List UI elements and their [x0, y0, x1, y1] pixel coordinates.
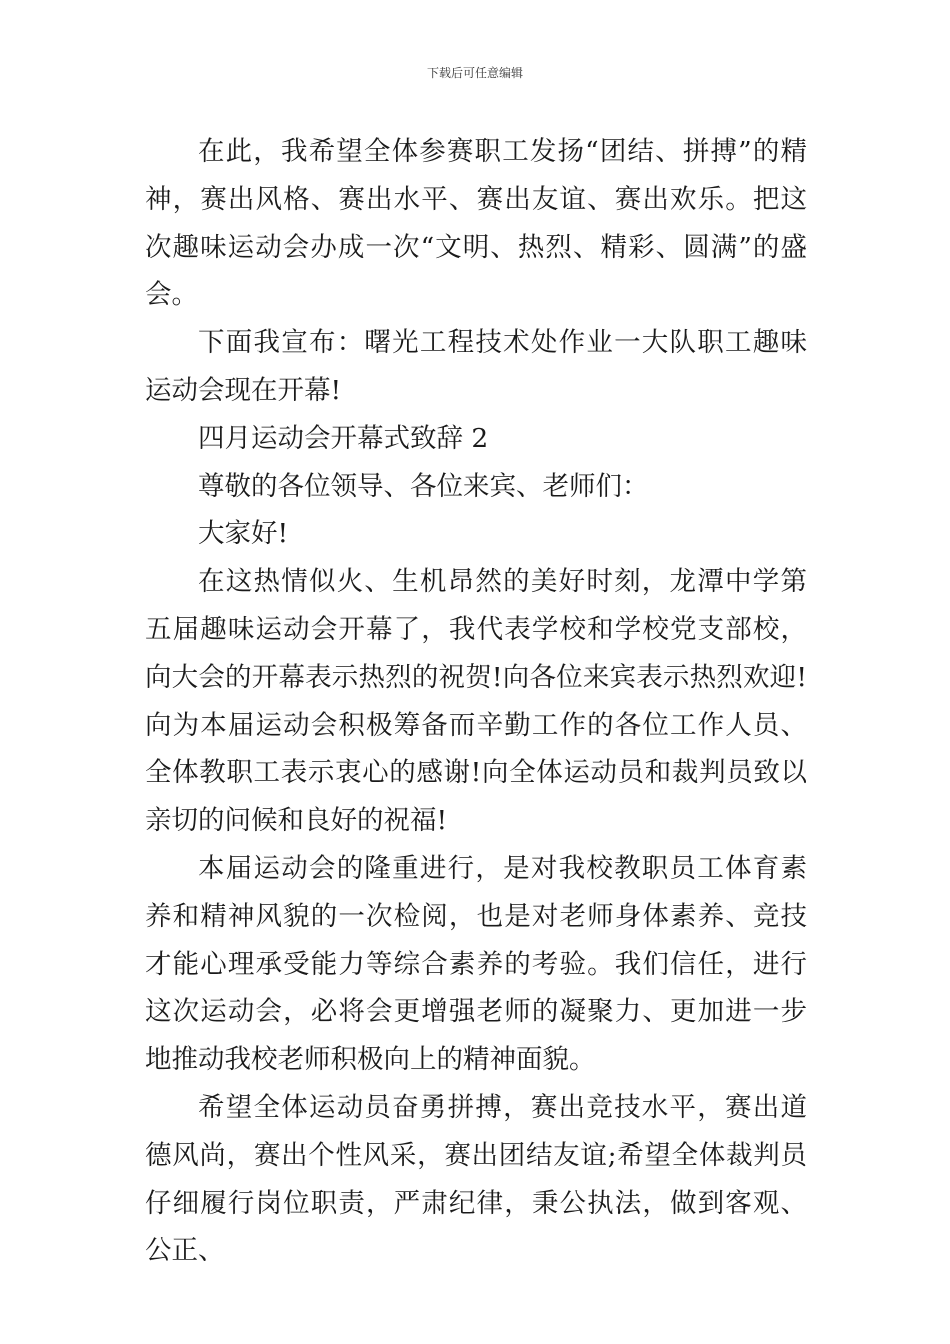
paragraph: 下面我宣布：曙光工程技术处作业一大队职工趣味运动会现在开幕! — [145, 327, 807, 406]
section-heading: 四月运动会开幕式致辞 2 — [198, 422, 489, 454]
document-body — [145, 128, 807, 1275]
salutation: 尊敬的各位领导、各位来宾、老师们： — [198, 470, 649, 502]
greeting: 大家好! — [198, 518, 289, 550]
paragraph: 在这热情似火、生机昂然的美好时刻，龙潭中学第五届趣味运动会开幕了，我代表学校和学校党支部校，向大会的开幕表示热烈的祝贺!向各位来宾表示热烈欢迎!向为本届运动会积极筹备而辛勤工作的各位工作人员、全体教职工表示衷心的感谢!向全体运动员和裁判员致以亲切的问候和良好的祝福! — [145, 566, 807, 837]
paragraph: 希望全体运动员奋勇拼搏，赛出竞技水平，赛出道德风尚，赛出个性风采，赛出团结友谊;希望全体裁判员仔细履行岗位职责，严肃纪律，秉公执法，做到客观、公正、 — [145, 1091, 807, 1267]
paragraph: 在此，我希望全体参赛职工发扬“团结、拼搏”的精神，赛出风格、赛出水平、赛出友谊、赛出欢乐。把这次趣味运动会办成一次“文明、热烈、精彩、圆满”的盛会。 — [145, 136, 807, 311]
page-header: 下载后可任意编辑 — [426, 66, 523, 80]
paragraph: 本届运动会的隆重进行，是对我校教职员工体育素养和精神风貌的一次检阅，也是对老师身体素养、竞技才能心理承受能力等综合素养的考验。我们信任，进行这次运动会，必将会更增强老师的凝聚力、更加进一步地推动我校老师积极向上的精神面貌。 — [145, 852, 807, 1076]
